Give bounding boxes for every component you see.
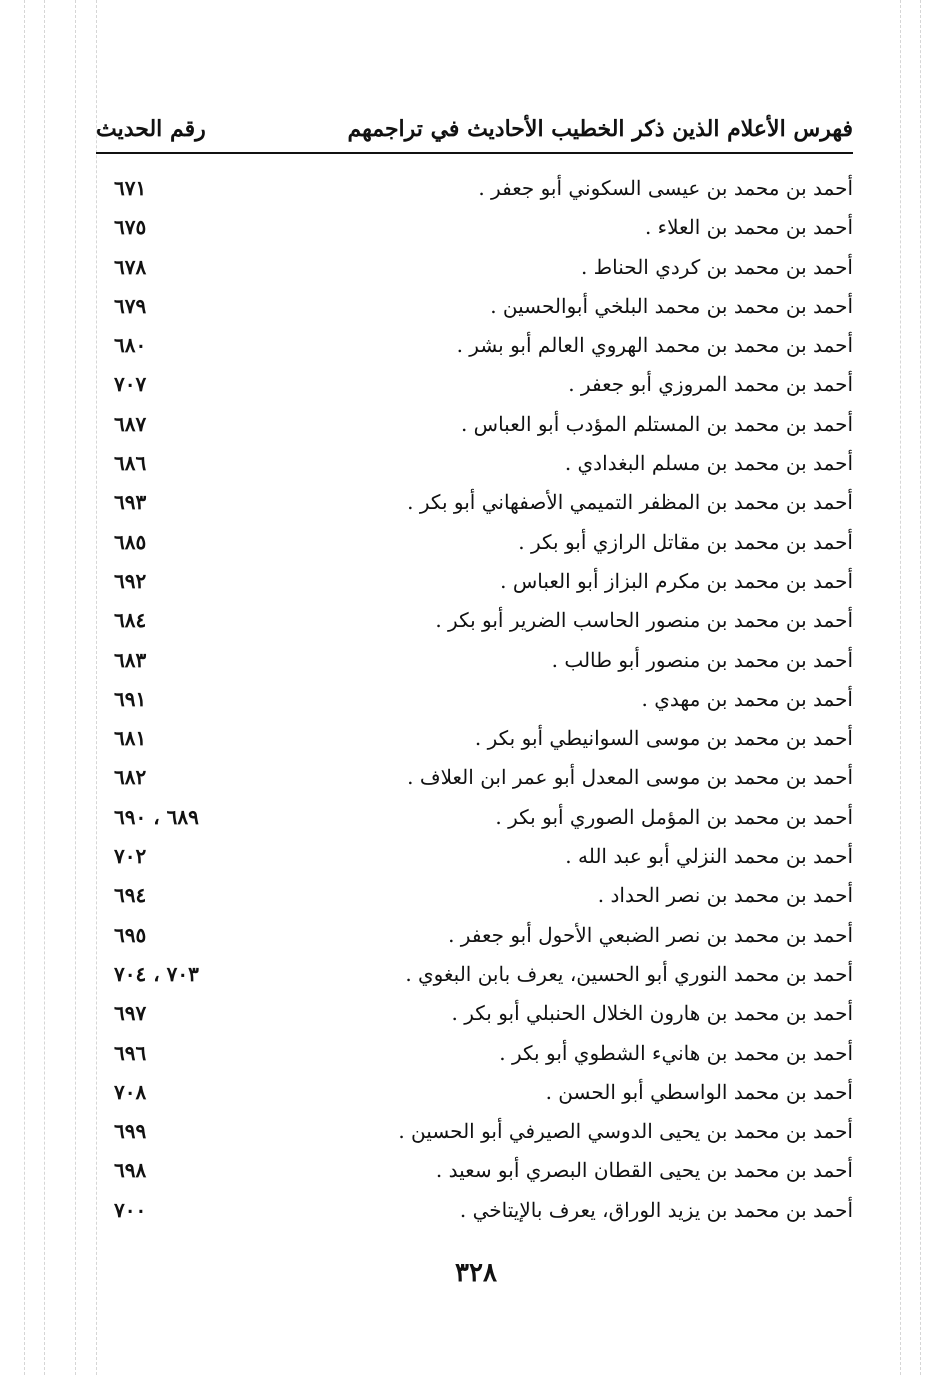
entry-hadith-numbers: ٦٨٢ bbox=[114, 765, 147, 790]
index-entry bbox=[96, 484, 853, 523]
margin-guide-line bbox=[900, 0, 901, 1375]
entry-hadith-numbers: ٧٠٨ bbox=[114, 1079, 147, 1104]
entry-name: أحمد بن محمد بن كردي الحناط . bbox=[580, 254, 853, 279]
index-entry bbox=[96, 170, 853, 209]
entry-hadith-numbers: ٦٩١ bbox=[114, 686, 147, 711]
entry-name: أحمد بن محمد بن المستلم المؤدب أبو العباس . bbox=[460, 411, 853, 436]
index-entry bbox=[96, 249, 853, 288]
page-number: ٣٢٨ bbox=[455, 1258, 497, 1288]
index-entry bbox=[96, 563, 853, 602]
entry-name: أحمد بن محمد بن نصر الحداد . bbox=[597, 883, 853, 908]
margin-guide-line bbox=[24, 0, 25, 1375]
entry-hadith-numbers: ٦٨١ bbox=[114, 726, 147, 751]
entry-hadith-numbers: ٦٩٢ bbox=[114, 568, 147, 593]
index-entry bbox=[96, 1152, 853, 1191]
entry-name: أحمد بن محمد بن منصور أبو طالب . bbox=[551, 647, 853, 672]
entry-name: أحمد بن محمد بن هارون الخلال الحنبلي أبو بكر . bbox=[451, 1001, 853, 1026]
entry-hadith-numbers: ٧٠٢ bbox=[114, 844, 147, 869]
entry-name: أحمد بن محمد بن مقاتل الرازي أبو بكر . bbox=[518, 529, 853, 554]
index-entry bbox=[96, 209, 853, 248]
entry-name: أحمد بن محمد بن عيسى السكوني أبو جعفر . bbox=[478, 176, 853, 200]
entry-name: أحمد بن محمد بن هانيء الشطوي أبو بكر . bbox=[499, 1040, 853, 1065]
entry-name: أحمد بن محمد بن مكرم البزاز أبو العباس . bbox=[500, 568, 853, 593]
index-entry bbox=[96, 327, 853, 366]
entry-name: أحمد بن محمد بن موسى المعدل أبو عمر ابن العلاف . bbox=[407, 765, 853, 790]
index-entry-list bbox=[96, 170, 853, 1231]
entry-hadith-numbers: ٦٩٥ bbox=[114, 922, 147, 947]
entry-hadith-numbers: ٧٠٠ bbox=[114, 1197, 147, 1222]
margin-guide-line bbox=[920, 0, 921, 1375]
entry-name: أحمد بن محمد بن مهدي . bbox=[641, 686, 853, 711]
hadith-number-column-label: رقم الحديث bbox=[96, 116, 206, 142]
entry-name: أحمد بن محمد بن يحيى القطان البصري أبو سعيد . bbox=[435, 1158, 853, 1183]
entry-name: أحمد بن محمد بن منصور الحاسب الضرير أبو بكر . bbox=[435, 608, 853, 633]
entry-hadith-numbers: ٦٧١ bbox=[114, 176, 147, 200]
entry-name: أحمد بن محمد المروزي أبو جعفر . bbox=[568, 372, 853, 397]
index-entry bbox=[96, 720, 853, 759]
entry-hadith-numbers: ٦٨٧ bbox=[114, 411, 147, 436]
index-entry bbox=[96, 877, 853, 916]
margin-guide-line bbox=[75, 0, 76, 1375]
entry-name: أحمد بن محمد بن العلاء . bbox=[644, 215, 853, 240]
index-entry bbox=[96, 406, 853, 445]
entry-name: أحمد بن محمد بن مسلم البغدادي . bbox=[564, 451, 853, 476]
entry-name: أحمد بن محمد بن محمد البلخي أبوالحسين . bbox=[490, 293, 853, 318]
index-entry bbox=[96, 602, 853, 641]
entry-name: أحمد بن محمد بن نصر الضبعي الأحول أبو جعفر . bbox=[448, 922, 853, 947]
entry-hadith-numbers: ٦٨٩ ، ٦٩٠ bbox=[114, 804, 199, 829]
page-title: فهرس الأعلام الذين ذكر الخطيب الأحاديث في تراجمهم bbox=[347, 116, 853, 142]
entry-name: أحمد بن محمد بن محمد الهروي العالم أبو بشر . bbox=[456, 333, 853, 358]
entry-hadith-numbers: ٦٩٩ bbox=[114, 1119, 147, 1144]
entry-hadith-numbers: ٦٨٤ bbox=[114, 608, 147, 633]
entry-name: أحمد بن محمد بن يحيى الدوسي الصيرفي أبو الحسين . bbox=[398, 1119, 853, 1144]
index-entry bbox=[96, 956, 853, 995]
entry-hadith-numbers: ٦٩٧ bbox=[114, 1001, 147, 1026]
index-entry bbox=[96, 1035, 853, 1074]
entry-hadith-numbers: ٦٩٨ bbox=[114, 1158, 147, 1183]
entry-hadith-numbers: ٦٩٤ bbox=[114, 883, 147, 908]
entry-name: أحمد بن محمد النزلي أبو عبد الله . bbox=[565, 844, 853, 869]
index-entry bbox=[96, 838, 853, 877]
entry-hadith-numbers: ٦٧٨ bbox=[114, 254, 147, 279]
header-divider bbox=[96, 152, 853, 154]
index-entry bbox=[96, 1074, 853, 1113]
index-entry bbox=[96, 366, 853, 405]
page-header bbox=[96, 108, 853, 152]
entry-hadith-numbers: ٦٨٠ bbox=[114, 333, 147, 358]
index-entry bbox=[96, 445, 853, 484]
entry-name: أحمد بن محمد بن موسى السوانيطي أبو بكر . bbox=[474, 726, 853, 751]
index-entry bbox=[96, 1113, 853, 1152]
entry-name: أحمد بن محمد الواسطي أبو الحسن . bbox=[545, 1079, 853, 1104]
index-entry bbox=[96, 759, 853, 798]
entry-hadith-numbers: ٧٠٧ bbox=[114, 372, 147, 397]
entry-hadith-numbers: ٦٧٩ bbox=[114, 293, 147, 318]
entry-hadith-numbers: ٦٨٦ bbox=[114, 451, 147, 476]
index-entry bbox=[96, 288, 853, 327]
index-entry bbox=[96, 642, 853, 681]
entry-name: أحمد بن محمد بن يزيد الوراق، يعرف بالإيتاخي . bbox=[459, 1197, 853, 1222]
index-entry bbox=[96, 917, 853, 956]
index-entry bbox=[96, 524, 853, 563]
entry-hadith-numbers: ٦٩٦ bbox=[114, 1040, 147, 1065]
index-entry bbox=[96, 1192, 853, 1231]
entry-name: أحمد بن محمد بن المظفر التميمي الأصفهاني أبو بكر . bbox=[407, 490, 853, 515]
index-entry bbox=[96, 799, 853, 838]
entry-hadith-numbers: ٦٧٥ bbox=[114, 215, 147, 240]
entry-name: أحمد بن محمد بن المؤمل الصوري أبو بكر . bbox=[495, 804, 853, 829]
margin-guide-line bbox=[44, 0, 45, 1375]
entry-hadith-numbers: ٦٨٥ bbox=[114, 529, 147, 554]
index-entry bbox=[96, 681, 853, 720]
entry-hadith-numbers: ٦٩٣ bbox=[114, 490, 147, 515]
entry-hadith-numbers: ٧٠٣ ، ٧٠٤ bbox=[114, 961, 199, 986]
entry-hadith-numbers: ٦٨٣ bbox=[114, 647, 147, 672]
entry-name: أحمد بن محمد النوري أبو الحسين، يعرف بابن البغوي . bbox=[405, 961, 853, 986]
index-entry bbox=[96, 995, 853, 1034]
